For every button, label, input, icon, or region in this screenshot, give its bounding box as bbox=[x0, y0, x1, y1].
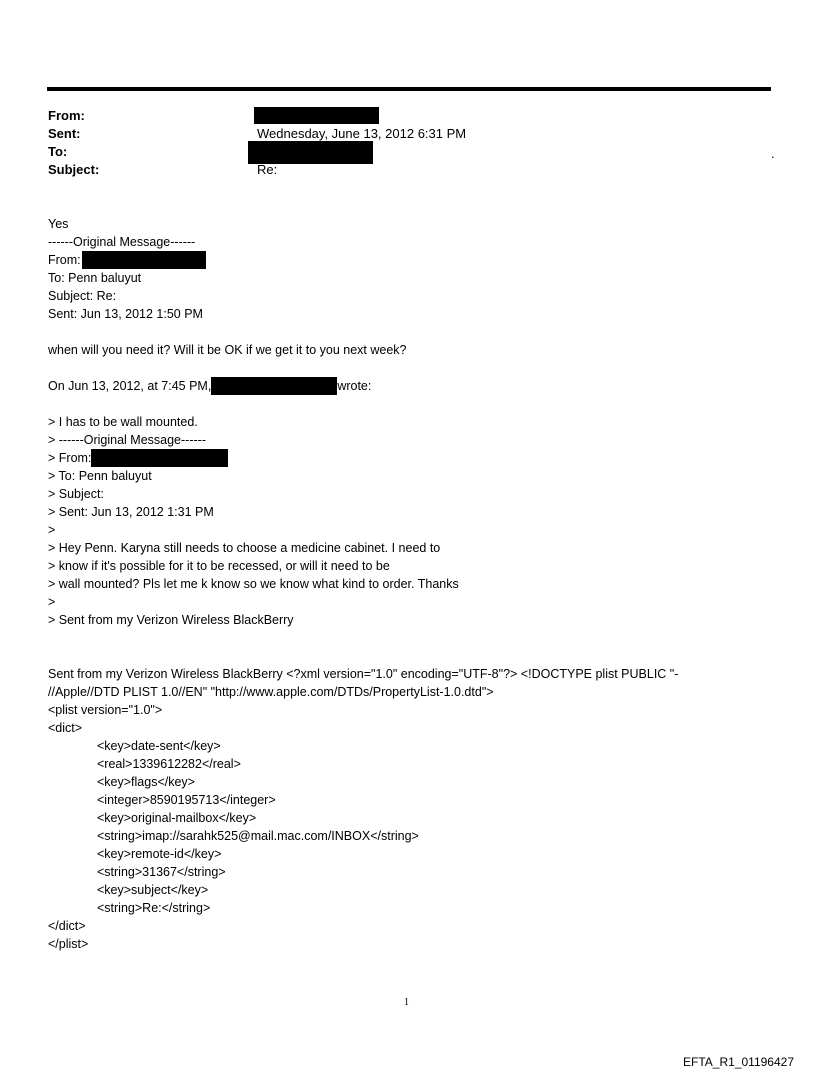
subject-label: Subject: bbox=[48, 162, 100, 177]
redacted-quoted-from bbox=[91, 449, 228, 467]
dict-item: <key>subject</key> bbox=[97, 883, 209, 897]
sent-label: Sent: bbox=[48, 126, 81, 141]
original-message-header: ------Original Message------ bbox=[48, 235, 196, 249]
quoted-line: > ------Original Message------ bbox=[48, 433, 206, 447]
quoted-line: > Subject: bbox=[48, 487, 104, 501]
plist-open: <plist version="1.0"> bbox=[48, 703, 163, 717]
trailing-mark: . bbox=[771, 146, 775, 161]
quoted-line: > I has to be wall mounted. bbox=[48, 415, 198, 429]
quoted-from-line: > From: bbox=[48, 449, 228, 467]
subject-value: Re: bbox=[257, 162, 278, 177]
redacted-sender bbox=[211, 377, 337, 395]
quoted-line: > Sent from my Verizon Wireless BlackBerry bbox=[48, 613, 294, 627]
dict-close: </dict> bbox=[48, 919, 86, 933]
original-subject: Subject: Re: bbox=[48, 289, 117, 303]
on-date-line: On Jun 13, 2012, at 7:45 PM, wrote: bbox=[48, 379, 372, 393]
redacted-original-from bbox=[82, 251, 206, 269]
quoted-line: > wall mounted? Pls let me k know so we know what kind to order. Thanks bbox=[48, 577, 459, 591]
original-to: To: Penn baluyut bbox=[48, 271, 142, 285]
dict-item: <key>flags</key> bbox=[97, 775, 195, 789]
from-label: From: bbox=[48, 108, 85, 123]
page-number: 1 bbox=[404, 997, 409, 1008]
original-from: From: bbox=[48, 251, 206, 269]
dict-item: <real>1339612282</real> bbox=[97, 757, 241, 771]
dict-item: <key>remote-id</key> bbox=[97, 847, 222, 861]
to-label: To: bbox=[48, 144, 68, 159]
original-sent: Sent: Jun 13, 2012 1:50 PM bbox=[48, 307, 203, 321]
reply-text: Yes bbox=[48, 217, 69, 231]
dict-item: <key>original-mailbox</key> bbox=[97, 811, 257, 825]
quoted-line: > To: Penn baluyut bbox=[48, 469, 152, 483]
signature-line: Sent from my Verizon Wireless BlackBerry <?xml version="1.0" encoding="UTF-8"?> <!DOCTYPE plist PUBLIC "- bbox=[48, 667, 679, 681]
sent-value: Wednesday, June 13, 2012 6:31 PM bbox=[257, 126, 467, 141]
dict-item: <string>31367</string> bbox=[97, 865, 226, 879]
document-id: EFTA_R1_01196427 bbox=[683, 1055, 794, 1069]
dict-item: <key>date-sent</key> bbox=[97, 739, 221, 753]
plist-close: </plist> bbox=[48, 937, 89, 951]
quoted-line: > Hey Penn. Karyna still needs to choose a medicine cabinet. I need to bbox=[48, 541, 441, 555]
dict-open: <dict> bbox=[48, 721, 83, 735]
quoted-line: > bbox=[48, 523, 56, 537]
quoted-line: > know if it's possible for it to be recessed, or will it need to be bbox=[48, 559, 390, 573]
dict-item: <integer>8590195713</integer> bbox=[97, 793, 276, 807]
dict-item: <string>imap://sarahk525@mail.mac.com/INBOX</string> bbox=[97, 829, 419, 843]
quoted-line: > bbox=[48, 595, 56, 609]
redacted-from bbox=[254, 107, 379, 124]
quoted-line: > Sent: Jun 13, 2012 1:31 PM bbox=[48, 505, 214, 519]
signature-line: //Apple//DTD PLIST 1.0//EN" "http://www.apple.com/DTDs/PropertyList-1.0.dtd"> bbox=[48, 685, 494, 699]
dict-item: <string>Re:</string> bbox=[97, 901, 211, 915]
header-rule bbox=[47, 87, 771, 91]
question-text: when will you need it? Will it be OK if we get it to you next week? bbox=[48, 343, 407, 357]
